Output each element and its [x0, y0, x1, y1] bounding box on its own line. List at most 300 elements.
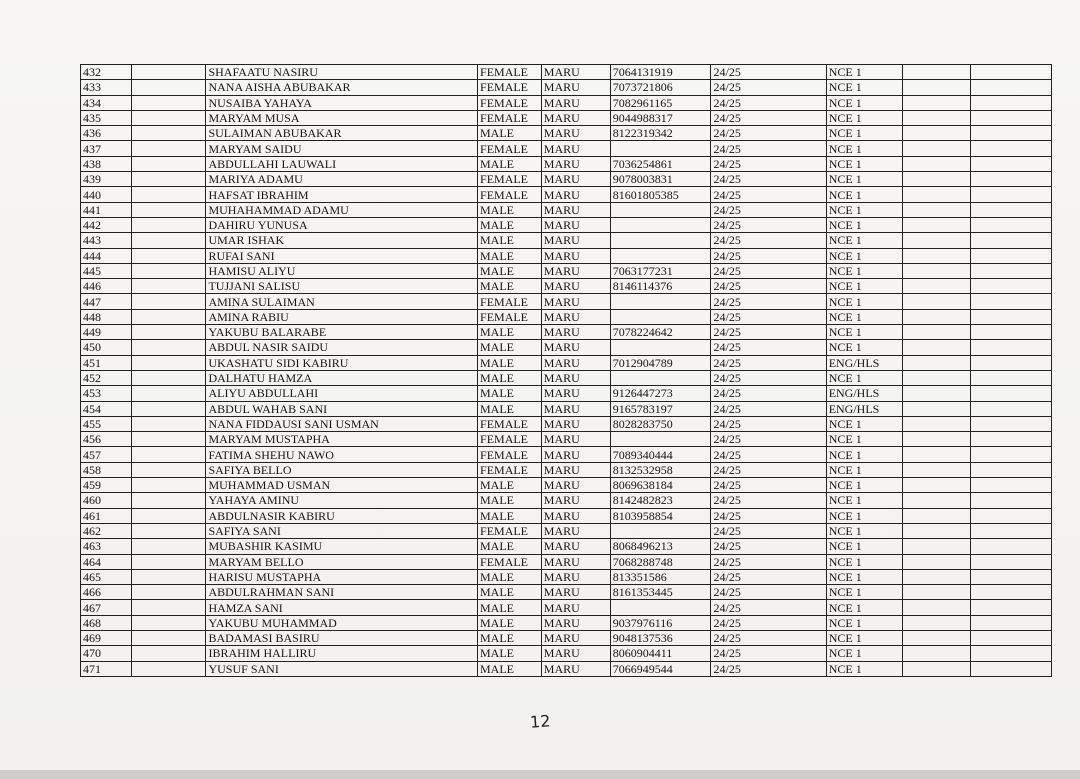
- page-number: 12: [529, 711, 551, 732]
- student-name-cell: MARYAM MUSA: [206, 110, 478, 125]
- blank-cell: [902, 80, 970, 95]
- gender-cell: MALE: [478, 233, 542, 248]
- blank-cell: [132, 217, 206, 232]
- table-row: [81, 646, 1052, 661]
- blank-cell: [132, 355, 206, 370]
- phone-cell: [610, 217, 711, 232]
- blank-cell: [132, 263, 206, 278]
- table-row: [81, 523, 1052, 538]
- blank-cell: [970, 65, 1051, 80]
- table-row: [81, 462, 1052, 477]
- blank-cell: [970, 585, 1051, 600]
- blank-cell: [902, 447, 970, 462]
- program-cell: NCE 1: [826, 233, 902, 248]
- blank-cell: [132, 569, 206, 584]
- blank-cell: [970, 600, 1051, 615]
- gender-cell: FEMALE: [478, 294, 542, 309]
- program-cell: NCE 1: [826, 279, 902, 294]
- serial-number-cell: 441: [81, 202, 132, 217]
- blank-cell: [132, 309, 206, 324]
- serial-number-cell: 471: [81, 661, 132, 676]
- program-cell: NCE 1: [826, 340, 902, 355]
- gender-cell: MALE: [478, 370, 542, 385]
- session-cell: 24/25: [711, 340, 826, 355]
- table-row: [81, 630, 1052, 645]
- phone-cell: 7036254861: [610, 156, 711, 171]
- lga-cell: MARU: [541, 447, 610, 462]
- blank-cell: [970, 386, 1051, 401]
- phone-cell: 7064131919: [610, 65, 711, 80]
- student-name-cell: MARYAM SAIDU: [206, 141, 478, 156]
- phone-cell: [610, 233, 711, 248]
- lga-cell: MARU: [541, 202, 610, 217]
- table-row: [81, 600, 1052, 615]
- student-name-cell: DAHIRU YUNUSA: [206, 217, 478, 232]
- blank-cell: [132, 416, 206, 431]
- session-cell: 24/25: [711, 141, 826, 156]
- lga-cell: MARU: [541, 554, 610, 569]
- lga-cell: MARU: [541, 401, 610, 416]
- blank-cell: [970, 539, 1051, 554]
- gender-cell: MALE: [478, 325, 542, 340]
- blank-cell: [132, 294, 206, 309]
- blank-cell: [970, 661, 1051, 676]
- phone-cell: 9044988317: [610, 110, 711, 125]
- blank-cell: [970, 248, 1051, 263]
- student-name-cell: MUHAMMAD USMAN: [206, 478, 478, 493]
- lga-cell: MARU: [541, 508, 610, 523]
- session-cell: 24/25: [711, 508, 826, 523]
- student-name-cell: IBRAHIM HALLIRU: [206, 646, 478, 661]
- student-name-cell: AMINA RABIU: [206, 309, 478, 324]
- blank-cell: [132, 646, 206, 661]
- blank-cell: [132, 600, 206, 615]
- session-cell: 24/25: [711, 554, 826, 569]
- program-cell: NCE 1: [826, 569, 902, 584]
- blank-cell: [132, 401, 206, 416]
- gender-cell: MALE: [478, 539, 542, 554]
- table-row: [81, 554, 1052, 569]
- program-cell: ENG/HLS: [826, 401, 902, 416]
- table-row: [81, 80, 1052, 95]
- table-row: [81, 248, 1052, 263]
- blank-cell: [902, 569, 970, 584]
- student-name-cell: YUSUF SANI: [206, 661, 478, 676]
- blank-cell: [132, 95, 206, 110]
- lga-cell: MARU: [541, 172, 610, 187]
- blank-cell: [970, 110, 1051, 125]
- session-cell: 24/25: [711, 156, 826, 171]
- lga-cell: MARU: [541, 217, 610, 232]
- gender-cell: MALE: [478, 217, 542, 232]
- student-name-cell: ABDUL NASIR SAIDU: [206, 340, 478, 355]
- serial-number-cell: 469: [81, 630, 132, 645]
- program-cell: NCE 1: [826, 110, 902, 125]
- serial-number-cell: 435: [81, 110, 132, 125]
- student-name-cell: FATIMA SHEHU NAWO: [206, 447, 478, 462]
- serial-number-cell: 439: [81, 172, 132, 187]
- serial-number-cell: 450: [81, 340, 132, 355]
- student-name-cell: NUSAIBA YAHAYA: [206, 95, 478, 110]
- table-row: [81, 294, 1052, 309]
- serial-number-cell: 433: [81, 80, 132, 95]
- program-cell: NCE 1: [826, 325, 902, 340]
- blank-cell: [970, 95, 1051, 110]
- blank-cell: [132, 110, 206, 125]
- phone-cell: [610, 248, 711, 263]
- program-cell: NCE 1: [826, 172, 902, 187]
- session-cell: 24/25: [711, 325, 826, 340]
- blank-cell: [132, 126, 206, 141]
- session-cell: 24/25: [711, 355, 826, 370]
- student-name-cell: MUHAHAMMAD ADAMU: [206, 202, 478, 217]
- blank-cell: [970, 126, 1051, 141]
- blank-cell: [132, 585, 206, 600]
- phone-cell: 7073721806: [610, 80, 711, 95]
- table-row: [81, 141, 1052, 156]
- serial-number-cell: 443: [81, 233, 132, 248]
- session-cell: 24/25: [711, 202, 826, 217]
- session-cell: 24/25: [711, 263, 826, 278]
- blank-cell: [970, 569, 1051, 584]
- student-name-cell: MARIYA ADAMU: [206, 172, 478, 187]
- session-cell: 24/25: [711, 569, 826, 584]
- serial-number-cell: 445: [81, 263, 132, 278]
- serial-number-cell: 460: [81, 493, 132, 508]
- gender-cell: MALE: [478, 478, 542, 493]
- program-cell: NCE 1: [826, 630, 902, 645]
- table-row: [81, 386, 1052, 401]
- blank-cell: [970, 233, 1051, 248]
- table-row: [81, 569, 1052, 584]
- session-cell: 24/25: [711, 646, 826, 661]
- gender-cell: MALE: [478, 126, 542, 141]
- blank-cell: [902, 202, 970, 217]
- lga-cell: MARU: [541, 370, 610, 385]
- blank-cell: [132, 493, 206, 508]
- blank-cell: [902, 386, 970, 401]
- gender-cell: MALE: [478, 340, 542, 355]
- student-name-cell: SAFIYA SANI: [206, 523, 478, 538]
- phone-cell: [610, 523, 711, 538]
- session-cell: 24/25: [711, 233, 826, 248]
- blank-cell: [132, 279, 206, 294]
- serial-number-cell: 446: [81, 279, 132, 294]
- student-name-cell: HAMISU ALIYU: [206, 263, 478, 278]
- blank-cell: [132, 554, 206, 569]
- student-name-cell: TUJJANI SALISU: [206, 279, 478, 294]
- blank-cell: [132, 202, 206, 217]
- gender-cell: MALE: [478, 493, 542, 508]
- lga-cell: MARU: [541, 126, 610, 141]
- blank-cell: [132, 447, 206, 462]
- gender-cell: FEMALE: [478, 523, 542, 538]
- session-cell: 24/25: [711, 110, 826, 125]
- student-name-cell: AMINA SULAIMAN: [206, 294, 478, 309]
- student-name-cell: ABDUL WAHAB SANI: [206, 401, 478, 416]
- blank-cell: [132, 432, 206, 447]
- blank-cell: [970, 294, 1051, 309]
- session-cell: 24/25: [711, 447, 826, 462]
- lga-cell: MARU: [541, 141, 610, 156]
- gender-cell: MALE: [478, 630, 542, 645]
- phone-cell: [610, 202, 711, 217]
- blank-cell: [132, 340, 206, 355]
- program-cell: NCE 1: [826, 462, 902, 477]
- program-cell: NCE 1: [826, 646, 902, 661]
- program-cell: ENG/HLS: [826, 355, 902, 370]
- blank-cell: [132, 630, 206, 645]
- session-cell: 24/25: [711, 370, 826, 385]
- program-cell: NCE 1: [826, 493, 902, 508]
- table-row: [81, 110, 1052, 125]
- student-name-cell: SHAFAATU NASIRU: [206, 65, 478, 80]
- phone-cell: [610, 600, 711, 615]
- lga-cell: MARU: [541, 233, 610, 248]
- table-row: [81, 95, 1052, 110]
- phone-cell: 8122319342: [610, 126, 711, 141]
- serial-number-cell: 463: [81, 539, 132, 554]
- lga-cell: MARU: [541, 600, 610, 615]
- gender-cell: FEMALE: [478, 110, 542, 125]
- table-row: [81, 325, 1052, 340]
- lga-cell: MARU: [541, 569, 610, 584]
- blank-cell: [132, 508, 206, 523]
- serial-number-cell: 434: [81, 95, 132, 110]
- blank-cell: [970, 309, 1051, 324]
- blank-cell: [902, 646, 970, 661]
- lga-cell: MARU: [541, 340, 610, 355]
- student-name-cell: HAFSAT IBRAHIM: [206, 187, 478, 202]
- blank-cell: [132, 661, 206, 676]
- blank-cell: [132, 325, 206, 340]
- gender-cell: FEMALE: [478, 95, 542, 110]
- blank-cell: [132, 248, 206, 263]
- lga-cell: MARU: [541, 248, 610, 263]
- phone-cell: [610, 309, 711, 324]
- student-name-cell: UMAR ISHAK: [206, 233, 478, 248]
- phone-cell: 81601805385: [610, 187, 711, 202]
- table-row: [81, 401, 1052, 416]
- blank-cell: [902, 110, 970, 125]
- blank-cell: [902, 370, 970, 385]
- blank-cell: [902, 141, 970, 156]
- table-row: [81, 478, 1052, 493]
- table-row: [81, 309, 1052, 324]
- blank-cell: [970, 554, 1051, 569]
- gender-cell: MALE: [478, 401, 542, 416]
- gender-cell: FEMALE: [478, 432, 542, 447]
- blank-cell: [970, 447, 1051, 462]
- serial-number-cell: 432: [81, 65, 132, 80]
- session-cell: 24/25: [711, 462, 826, 477]
- session-cell: 24/25: [711, 80, 826, 95]
- program-cell: NCE 1: [826, 539, 902, 554]
- lga-cell: MARU: [541, 478, 610, 493]
- lga-cell: MARU: [541, 493, 610, 508]
- blank-cell: [970, 141, 1051, 156]
- lga-cell: MARU: [541, 156, 610, 171]
- table-row: [81, 187, 1052, 202]
- lga-cell: MARU: [541, 646, 610, 661]
- blank-cell: [970, 217, 1051, 232]
- gender-cell: MALE: [478, 615, 542, 630]
- session-cell: 24/25: [711, 248, 826, 263]
- blank-cell: [902, 248, 970, 263]
- program-cell: NCE 1: [826, 187, 902, 202]
- table-row: [81, 615, 1052, 630]
- blank-cell: [132, 615, 206, 630]
- phone-cell: 8146114376: [610, 279, 711, 294]
- table-row: [81, 233, 1052, 248]
- session-cell: 24/25: [711, 432, 826, 447]
- blank-cell: [970, 172, 1051, 187]
- serial-number-cell: 459: [81, 478, 132, 493]
- table-row: [81, 493, 1052, 508]
- blank-cell: [902, 401, 970, 416]
- blank-cell: [970, 325, 1051, 340]
- blank-cell: [970, 187, 1051, 202]
- student-name-cell: YAHAYA AMINU: [206, 493, 478, 508]
- blank-cell: [970, 523, 1051, 538]
- blank-cell: [902, 294, 970, 309]
- scan-bottom-edge: [0, 770, 1080, 779]
- blank-cell: [970, 462, 1051, 477]
- session-cell: 24/25: [711, 416, 826, 431]
- student-name-cell: NANA AISHA ABUBAKAR: [206, 80, 478, 95]
- blank-cell: [902, 493, 970, 508]
- student-name-cell: YAKUBU BALARABE: [206, 325, 478, 340]
- lga-cell: MARU: [541, 539, 610, 554]
- session-cell: 24/25: [711, 615, 826, 630]
- program-cell: NCE 1: [826, 585, 902, 600]
- phone-cell: 8069638184: [610, 478, 711, 493]
- blank-cell: [132, 233, 206, 248]
- table-row: [81, 217, 1052, 232]
- phone-cell: [610, 340, 711, 355]
- session-cell: 24/25: [711, 523, 826, 538]
- phone-cell: 9048137536: [610, 630, 711, 645]
- student-name-cell: RUFAI SANI: [206, 248, 478, 263]
- phone-cell: 8161353445: [610, 585, 711, 600]
- phone-cell: 7068288748: [610, 554, 711, 569]
- serial-number-cell: 440: [81, 187, 132, 202]
- student-name-cell: MARYAM MUSTAPHA: [206, 432, 478, 447]
- student-name-cell: ABDULNASIR KABIRU: [206, 508, 478, 523]
- blank-cell: [902, 661, 970, 676]
- student-name-cell: MARYAM BELLO: [206, 554, 478, 569]
- phone-cell: 8028283750: [610, 416, 711, 431]
- table-row: [81, 126, 1052, 141]
- table-row: [81, 279, 1052, 294]
- lga-cell: MARU: [541, 65, 610, 80]
- serial-number-cell: 468: [81, 615, 132, 630]
- blank-cell: [902, 309, 970, 324]
- program-cell: NCE 1: [826, 156, 902, 171]
- blank-cell: [970, 615, 1051, 630]
- program-cell: NCE 1: [826, 248, 902, 263]
- phone-cell: 9037976116: [610, 615, 711, 630]
- serial-number-cell: 457: [81, 447, 132, 462]
- serial-number-cell: 467: [81, 600, 132, 615]
- serial-number-cell: 461: [81, 508, 132, 523]
- phone-cell: 813351586: [610, 569, 711, 584]
- serial-number-cell: 437: [81, 141, 132, 156]
- session-cell: 24/25: [711, 95, 826, 110]
- blank-cell: [902, 508, 970, 523]
- phone-cell: [610, 141, 711, 156]
- student-name-cell: MUBASHIR KASIMU: [206, 539, 478, 554]
- serial-number-cell: 452: [81, 370, 132, 385]
- student-name-cell: ABDULLAHI LAUWALI: [206, 156, 478, 171]
- gender-cell: FEMALE: [478, 447, 542, 462]
- blank-cell: [970, 646, 1051, 661]
- serial-number-cell: 451: [81, 355, 132, 370]
- blank-cell: [902, 523, 970, 538]
- phone-cell: 8068496213: [610, 539, 711, 554]
- serial-number-cell: 470: [81, 646, 132, 661]
- session-cell: 24/25: [711, 661, 826, 676]
- gender-cell: FEMALE: [478, 416, 542, 431]
- serial-number-cell: 448: [81, 309, 132, 324]
- program-cell: NCE 1: [826, 126, 902, 141]
- gender-cell: MALE: [478, 156, 542, 171]
- table-row: [81, 661, 1052, 676]
- table-row: [81, 370, 1052, 385]
- lga-cell: MARU: [541, 355, 610, 370]
- session-cell: 24/25: [711, 401, 826, 416]
- program-cell: NCE 1: [826, 202, 902, 217]
- serial-number-cell: 456: [81, 432, 132, 447]
- phone-cell: [610, 432, 711, 447]
- gender-cell: FEMALE: [478, 80, 542, 95]
- serial-number-cell: 449: [81, 325, 132, 340]
- blank-cell: [970, 263, 1051, 278]
- lga-cell: MARU: [541, 187, 610, 202]
- blank-cell: [132, 478, 206, 493]
- blank-cell: [970, 340, 1051, 355]
- phone-cell: 9165783197: [610, 401, 711, 416]
- table-row: [81, 355, 1052, 370]
- blank-cell: [902, 95, 970, 110]
- lga-cell: MARU: [541, 585, 610, 600]
- serial-number-cell: 455: [81, 416, 132, 431]
- student-name-cell: SULAIMAN ABUBAKAR: [206, 126, 478, 141]
- table-row: [81, 172, 1052, 187]
- lga-cell: MARU: [541, 95, 610, 110]
- phone-cell: 8103958854: [610, 508, 711, 523]
- student-name-cell: UKASHATU SIDI KABIRU: [206, 355, 478, 370]
- student-name-cell: HARISU MUSTAPHA: [206, 569, 478, 584]
- blank-cell: [902, 156, 970, 171]
- program-cell: NCE 1: [826, 263, 902, 278]
- gender-cell: FEMALE: [478, 554, 542, 569]
- phone-cell: 9078003831: [610, 172, 711, 187]
- program-cell: NCE 1: [826, 600, 902, 615]
- lga-cell: MARU: [541, 279, 610, 294]
- table-row: [81, 508, 1052, 523]
- table-row: [81, 447, 1052, 462]
- lga-cell: MARU: [541, 294, 610, 309]
- phone-cell: 7012904789: [610, 355, 711, 370]
- blank-cell: [970, 478, 1051, 493]
- serial-number-cell: 453: [81, 386, 132, 401]
- blank-cell: [902, 630, 970, 645]
- session-cell: 24/25: [711, 309, 826, 324]
- table-row: [81, 202, 1052, 217]
- lga-cell: MARU: [541, 523, 610, 538]
- serial-number-cell: 442: [81, 217, 132, 232]
